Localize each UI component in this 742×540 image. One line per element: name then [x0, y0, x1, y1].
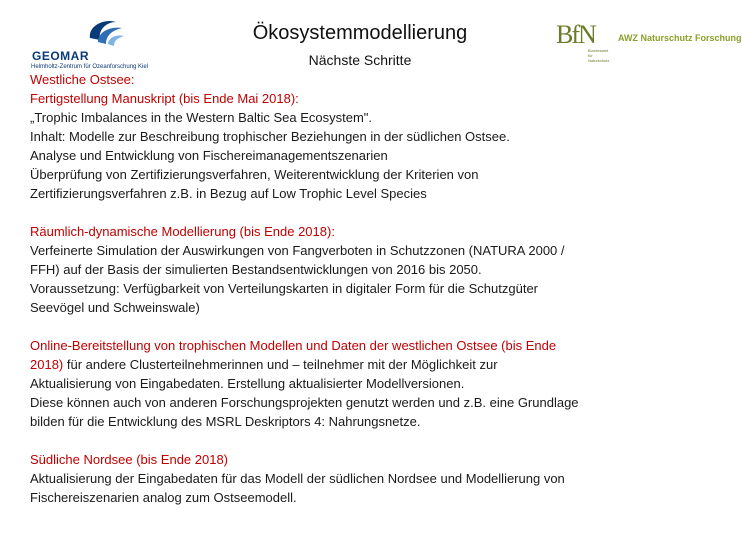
bfn-subtext: Bundesamt für Naturschutz [588, 48, 610, 63]
geomar-name: GEOMAR [32, 49, 89, 63]
block-heading: Online-Bereitstellung von trophischen Modellen und Daten der westlichen Ostsee (bis Ende [30, 338, 557, 353]
block-raeumlich-dynamisch [30, 222, 710, 317]
block-text: Aktualisierung von Eingabedaten. Erstellung aktualisierter Modellversionen. [30, 376, 465, 391]
block-text: Inhalt: Modelle zur Beschreibung trophischer Beziehungen in der südlichen Ostsee. [30, 129, 510, 144]
awz-logo-text: AWZ Naturschutz Forschung [618, 33, 742, 43]
block-text: Verfeinerte Simulation der Auswirkungen von Fangverboten in Schutzzonen (NATURA 2000 / [30, 243, 565, 258]
block-text: Seevögel und Schweinswale) [30, 300, 200, 315]
block-mixed-line [30, 355, 710, 374]
block-text: Aktualisierung der Eingabedaten für das Modell der südlichen Nordsee und Modellierung von [30, 471, 565, 486]
block-text: Voraussetzung: Verfügbarkeit von Verteilungskarten in digitaler Form für die Schutzgüter [30, 281, 539, 296]
block-text: Zertifizierungsverfahren z.B. in Bezug auf Low Trophic Level Species [30, 186, 427, 201]
block-heading-tail: 2018) [30, 357, 64, 372]
block-text: Überprüfung von Zertifizierungsverfahren, Weiterentwicklung der Kriterien von [30, 167, 479, 182]
block-westliche-ostsee [30, 70, 710, 203]
geomar-subtext: Helmholtz-Zentrum für Ozeanforschung Kiel [31, 64, 149, 70]
slide-content [30, 70, 710, 526]
block-text: „Trophic Imbalances in the Western Baltic Sea Ecosystem". [30, 110, 373, 125]
block-heading: Westliche Ostsee: [30, 72, 135, 87]
block-text: FFH) auf der Basis der simulierten Bestandsentwicklungen von 2016 bis 2050. [30, 262, 482, 277]
page-title: Ökosystemmodellierung [252, 22, 468, 44]
block-text: Analyse und Entwicklung von Fischereimanagementszenarien [30, 148, 388, 163]
block-heading: Räumlich-dynamische Modellierung (bis Ende 2018): [30, 224, 335, 239]
block-text: für andere Clusterteilnehmerinnen und – teilnehmer mit der Möglichkeit zur [63, 357, 498, 372]
page-subtitle: Nächste Schritte [308, 52, 412, 68]
bfn-logo-icon: BfN [556, 20, 595, 49]
block-heading: Südliche Nordsee (bis Ende 2018) [30, 452, 229, 467]
block-heading: Fertigstellung Manuskript (bis Ende Mai 2018): [30, 91, 299, 106]
block-online-bereitstellung [30, 336, 710, 431]
block-text: bilden für die Entwicklung des MSRL Deskriptors 4: Nahrungsnetze. [30, 414, 421, 429]
bfn-logo [554, 18, 742, 66]
block-suedliche-nordsee [30, 450, 710, 507]
block-text: Fischereiszenarien analog zum Ostseemodell. [30, 490, 297, 505]
block-text: Diese können auch von anderen Forschungsprojekten genutzt werden und z.B. eine Grundlage [30, 395, 579, 410]
